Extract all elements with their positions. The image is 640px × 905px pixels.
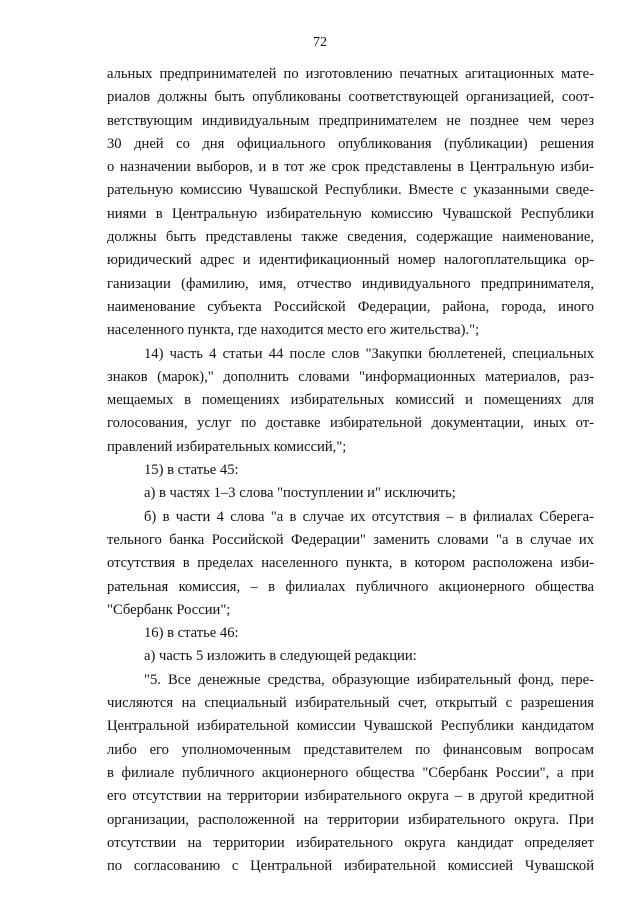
text-line: отсутствии на территории избирательного округа кандидат определяет: [107, 834, 594, 851]
text-line: альных предпринимателей по изготовлению печатных агитационных мате-: [107, 66, 594, 82]
text-line: "Сбербанк России";: [107, 601, 231, 618]
text-line: правлений избирательных комиссий,";: [107, 438, 347, 455]
text-line: в филиале публичного акционерного общества "Сбербанк России", а при: [107, 764, 594, 781]
text-line: Центральной избирательной комиссии Чувашской Республики кандидатом: [107, 718, 594, 735]
text-line: мещаемых в помещениях избирательных комиссий и помещениях для: [107, 392, 594, 409]
text-line: населенного пункта, где находится место его жительства).";: [107, 322, 480, 339]
text-line: либо его уполномоченным представителем по финансовым вопросам: [107, 741, 594, 758]
text-line: знаков (марок)," дополнить словами "информационных материалов, раз-: [107, 368, 594, 385]
text-line: отсутствия в пределах населенного пункта, в котором расположена изби-: [107, 555, 594, 572]
text-line: 15) в статье 45:: [144, 462, 239, 479]
document-body: [107, 63, 594, 878]
text-line: юридический адрес и идентификационный номер налогоплательщика ор-: [107, 252, 594, 269]
text-line: наименование субъекта Российской Федерации, района, города, иного: [107, 298, 594, 315]
text-line: организации, расположенной на территории избирательного округа. При: [107, 811, 594, 828]
text-line: ветствующим индивидуальным предпринимателем не позднее чем через: [107, 112, 594, 129]
text-line: о назначении выборов, и в тот же срок представлены в Центральную изби-: [107, 159, 594, 176]
text-line: риалов должны быть опубликованы соответствующей организацией, соот-: [107, 89, 594, 106]
text-line: б) в части 4 слова "а в случае их отсутствия – в филиалах Сберега-: [144, 508, 594, 525]
text-line: его отсутствии на территории избирательного округа – в другой кредитной: [107, 788, 594, 805]
text-line: "5. Все денежные средства, образующие избирательный фонд, пере-: [144, 671, 594, 688]
text-line: по согласованию с Центральной избирательной комиссией Чувашской: [107, 858, 594, 875]
text-line: 16) в статье 46:: [144, 625, 239, 642]
text-line: а) в частях 1–3 слова "поступлении и" исключить;: [144, 485, 456, 502]
text-line: числяются на специальный избирательный счет, открытый с разрешения: [107, 695, 594, 712]
page-number: 72: [313, 35, 327, 50]
text-line: должны быть представлены также сведения, содержащие наименование,: [107, 229, 594, 246]
text-line: а) часть 5 изложить в следующей редакции:: [144, 648, 417, 665]
text-line: 30 дней со дня официального опубликования (публикации) решения: [107, 135, 594, 152]
text-line: голосования, услуг по доставке избирательной документации, иных от-: [107, 415, 594, 432]
text-line: рательная комиссия, – в филиалах публичного акционерного общества: [107, 578, 594, 595]
text-line: ганизации (фамилию, имя, отчество индивидуального предпринимателя,: [107, 275, 594, 292]
text-line: тельного банка Российской Федерации" заменить словами "а в случае их: [107, 531, 594, 548]
text-line: 14) часть 4 статьи 44 после слов "Закупки бюллетеней, специальных: [144, 345, 594, 362]
text-line: ниями в Центральную избирательную комиссию Чувашской Республики: [107, 205, 594, 222]
text-line: рательную комиссию Чувашской Республики. Вместе с указанными сведе-: [107, 182, 594, 199]
